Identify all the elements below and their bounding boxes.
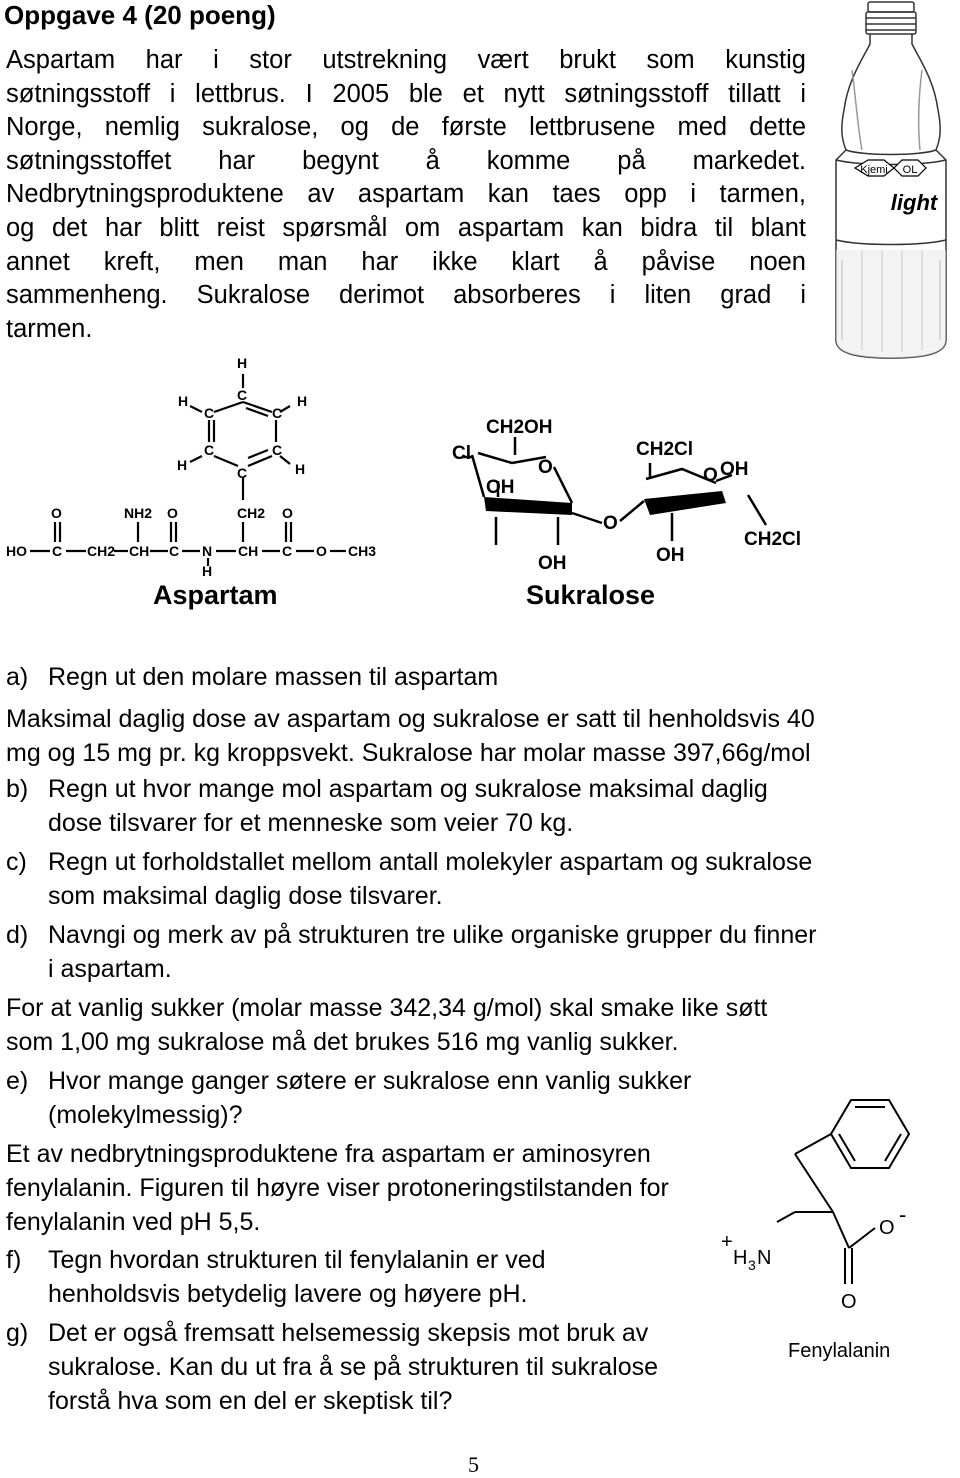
kjemi-ol-logo xyxy=(855,160,939,215)
question-text: Regn ut hvor mange mol aspartam og sukralose maksimal daglig xyxy=(48,775,768,803)
intro-line: søtningsstoffet har begynt å komme på markedet. xyxy=(6,146,806,175)
atom-c: C xyxy=(237,465,248,481)
atom-ch2: CH2 xyxy=(87,543,116,559)
intro-line: Aspartam har i stor utstrekning vært brukt som kunstig xyxy=(6,46,806,74)
question-a xyxy=(6,660,906,694)
intro-line: søtningsstoff i lettbrus. I 2005 ble et nytt søtningsstoff tillatt i xyxy=(6,79,806,108)
charge-plus: + xyxy=(721,1231,733,1253)
question-text: Det er også fremsatt helsemessig skepsis mot bruk av xyxy=(48,1319,649,1347)
aspartam-caption: Aspartam xyxy=(153,580,278,610)
bottle-illustration xyxy=(822,0,960,362)
info-paragraph-sugar xyxy=(6,991,946,1059)
question-e xyxy=(6,1064,796,1132)
atom-oh: OH xyxy=(538,553,567,574)
atom-subscript-3: 3 xyxy=(748,1257,756,1273)
question-text: Navngi og merk av på strukturen tre ulike organiske grupper du finner xyxy=(48,921,817,949)
question-text: Regn ut den molare massen til aspartam xyxy=(48,663,499,691)
question-text: som maksimal daglig dose tilsvarer. xyxy=(48,882,443,910)
atom-c: C xyxy=(272,442,283,458)
intro-line: og det har blitt reist spørsmål om aspartam kan bidra til blant xyxy=(6,213,806,242)
question-text: forstå hva som en del er skeptisk til? xyxy=(48,1387,453,1415)
atom-c: C xyxy=(52,543,63,559)
question-text: sukralose. Kan du ut fra å se på strukturen til sukralose xyxy=(48,1353,659,1381)
atom-o-minus: O xyxy=(879,1217,895,1239)
atom-ch: CH xyxy=(238,543,259,559)
question-text: dose tilsvarer for et menneske som veier 70 kg. xyxy=(48,809,574,837)
info-line: Maksimal daglig dose av aspartam og sukralose er satt til henholdsvis 40 xyxy=(6,705,815,733)
info-line: som 1,00 mg sukralose må det brukes 516 mg vanlig sukker. xyxy=(6,1028,679,1056)
charge-minus: - xyxy=(899,1202,907,1227)
atom-ho: HO xyxy=(6,543,27,559)
intro-line: Norge, nemlig sukralose, og de første lettbrusene med dette xyxy=(6,113,806,142)
atom-cl: Cl xyxy=(452,443,471,464)
atom-ch2cl: CH2Cl xyxy=(636,439,694,460)
atom-o: O xyxy=(316,543,327,559)
question-b xyxy=(6,772,906,840)
logo-kjemi-text: Kjemi xyxy=(860,164,888,176)
question-text: Tegn hvordan strukturen til fenylalanin er ved xyxy=(48,1246,546,1274)
atom-n: N xyxy=(202,543,213,559)
atom-ch: CH xyxy=(129,543,150,559)
atom-h: H xyxy=(177,457,188,473)
question-label: d) xyxy=(6,921,29,949)
info-line: Et av nedbrytningsproduktene fra aspartam er aminosyren xyxy=(6,1140,651,1168)
atom-nh2: NH2 xyxy=(124,505,153,521)
info-paragraph-fenylalanin xyxy=(6,1137,786,1239)
logo-ol-text: OL xyxy=(902,164,918,176)
atom-ch2cl: CH2Cl xyxy=(744,529,802,550)
question-label: b) xyxy=(6,775,29,803)
question-label: c) xyxy=(6,848,27,876)
atom-h: H xyxy=(237,355,248,371)
atom-oh: OH xyxy=(720,459,749,480)
intro-line: Nedbrytningsproduktene av aspartam kan taes opp i tarmen, xyxy=(6,180,806,209)
question-g xyxy=(6,1316,766,1418)
atom-o: O xyxy=(51,505,62,521)
atom-c: C xyxy=(237,387,248,403)
atom-c: C xyxy=(204,442,215,458)
atom-ch2: CH2 xyxy=(237,505,266,521)
intro-line: sammenheng. Sukralose derimot absorberes i liten grad i xyxy=(6,281,806,310)
info-line: For at vanlig sukker (molar masse 342,34 g/mol) skal smake like søtt xyxy=(6,994,768,1022)
atom-o: O xyxy=(538,457,553,478)
atom-h: H xyxy=(202,563,213,579)
aspartam-structure xyxy=(0,350,390,580)
atom-oh: OH xyxy=(656,545,685,566)
atom-h: H xyxy=(733,1247,748,1269)
question-c xyxy=(6,845,936,913)
atom-n: N xyxy=(757,1247,772,1269)
intro-line: tarmen. xyxy=(6,314,93,343)
sukralose-structure xyxy=(440,405,820,575)
question-text: henholdsvis betydelig lavere og høyere pH. xyxy=(48,1280,528,1308)
atom-h: H xyxy=(178,393,189,409)
atom-c: C xyxy=(272,405,283,421)
atom-o: O xyxy=(282,505,293,521)
atom-c: C xyxy=(169,543,180,559)
atom-h: H xyxy=(297,393,308,409)
atom-ch2oh: CH2OH xyxy=(486,417,553,438)
atom-c: C xyxy=(204,405,215,421)
atom-o: O xyxy=(703,465,718,486)
page-title: Oppgave 4 (20 poeng) xyxy=(4,0,276,30)
logo-light-text: light xyxy=(890,190,938,215)
question-text: Regn ut forholdstallet mellom antall molekyler aspartam og sukralose xyxy=(48,848,813,876)
atom-oh: OH xyxy=(486,477,515,498)
info-line: fenylalanin. Figuren til høyre viser protoneringstilstanden for xyxy=(6,1174,669,1202)
info-paragraph-doses xyxy=(6,702,946,770)
sukralose-caption: Sukralose xyxy=(526,580,656,610)
question-text: (molekylmessig)? xyxy=(48,1101,243,1129)
page-number: 5 xyxy=(468,1452,479,1477)
intro-line: annet kreft, men man har ikke klart å påvise noen xyxy=(6,247,806,276)
question-label: e) xyxy=(6,1067,29,1095)
question-text: i aspartam. xyxy=(48,955,172,983)
atom-o: O xyxy=(841,1291,857,1313)
info-line: mg og 15 mg pr. kg kroppsvekt. Sukralose har molar masse 397,66g/mol xyxy=(6,739,811,767)
question-label: f) xyxy=(6,1246,22,1274)
question-f xyxy=(6,1243,706,1311)
info-line: fenylalanin ved pH 5,5. xyxy=(6,1208,261,1236)
atom-c: C xyxy=(282,543,293,559)
atom-h: H xyxy=(295,461,306,477)
fenylalanin-structure xyxy=(715,1080,960,1380)
atom-ch3: CH3 xyxy=(348,543,377,559)
question-label: a) xyxy=(6,663,29,691)
question-d xyxy=(6,918,936,986)
question-label: g) xyxy=(6,1319,29,1347)
fenylalanin-caption: Fenylalanin xyxy=(788,1340,891,1362)
atom-o: O xyxy=(603,513,618,534)
atom-o: O xyxy=(167,505,178,521)
intro-paragraph xyxy=(6,44,806,346)
question-text: Hvor mange ganger søtere er sukralose enn vanlig sukker xyxy=(48,1067,692,1095)
